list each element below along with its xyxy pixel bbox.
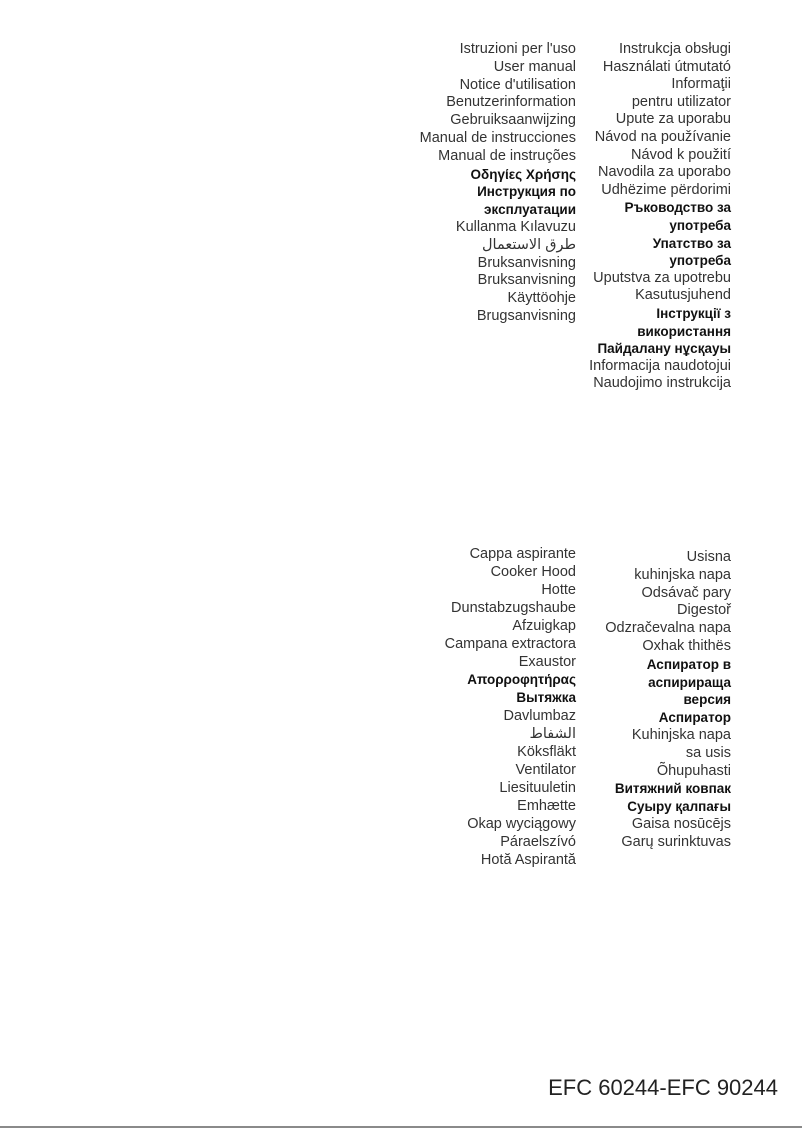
manual-title-line: Informaţii [671,76,731,93]
product-name-line: kuhinjska napa [634,566,731,583]
product-name-line: Afzuigkap [512,618,576,634]
product-name-line: Oxhak thithës [642,637,731,654]
manual-title-line: Naudojimo instrukcija [593,375,731,392]
manual-titles-right-column [589,41,731,393]
manual-title-line: эксплуатации [484,202,576,218]
product-name-line: Köksfläkt [517,744,576,760]
product-name-line: Emhætte [517,798,576,814]
product-names-right-column [605,549,731,852]
product-name-line: Απορροφητήρας [467,672,576,687]
manual-title-line: Kullanma Kılavuzu [455,218,576,235]
manual-title-line: pentru utilizator [631,93,731,110]
manual-title-line: طرق الاستعمال [482,236,576,253]
manual-title-line: Benutzerinformation [446,94,576,111]
product-name-line: Kuhinjska napa [631,726,731,743]
product-name-line: Cooker Hood [490,564,576,580]
product-names-left-column [445,545,576,869]
product-name-line: Витяжний ковпак [614,781,731,797]
manual-title-line: Упатство за [652,235,731,251]
model-number: EFC 60244-EFC 90244 [548,1075,778,1100]
manual-title-line: Istruzioni per l'uso [459,41,576,57]
product-name-line: Liesituuletin [499,780,576,796]
product-name-line: Digestoř [677,602,731,619]
manual-title-line: Kasutusjuhend [635,287,731,304]
manual-title-line: Brugsanvisning [476,307,576,324]
manual-title-line: Manual de instrucciones [419,129,576,146]
manual-title-line: Instrukcja obsługi [618,41,731,57]
manual-title-line: Návod na používanie [594,128,731,145]
manual-title-line: употреба [669,217,731,233]
manual-title-line: Informacija naudotojui [589,357,731,374]
manual-title-line: Notice d'utilisation [459,76,576,93]
manual-title-line: Инструкция по [477,184,576,200]
product-name-line: Õhupuhasti [656,762,731,779]
manual-title-line: Bruksanvisning [477,254,576,271]
product-name-line: версия [683,692,731,708]
product-name-line: sa usis [685,744,731,761]
manual-title-line: Návod k použití [631,146,731,163]
manual-title-line: употреба [669,253,731,269]
product-name-line: Odsávač pary [641,584,731,601]
manual-title-line: Bruksanvisning [477,272,576,289]
manual-title-line: Οδηγίες Χρήσης [470,166,576,182]
manual-title-line: Пайдалану нұсқауы [597,341,731,357]
product-name-line: Аспиратор в [646,656,731,672]
product-name-line: аспирираща [648,674,731,690]
manual-title-line: User manual [493,58,576,75]
manual-title-line: Használati útmutató [602,58,731,75]
product-name-line: Суыру қалпағы [627,799,731,815]
manual-title-line: Upute za uporabu [615,111,731,128]
manual-title-line: Käyttöohje [507,290,576,307]
product-name-line: Odzračevalna napa [605,620,731,637]
product-name-line: Hotte [541,582,576,598]
product-name-line: Hotă Aspirantă [480,852,576,868]
product-name-line: Campana extractora [444,636,576,652]
bottom-divider [0,1126,802,1128]
product-name-line: Okap wyciągowy [467,816,576,832]
manual-title-line: використання [637,323,731,339]
manual-title-line: Інструкції з [656,305,731,321]
product-name-line: Gaisa nosūcējs [631,815,731,832]
manual-title-line: Navodila za uporabo [597,164,731,181]
product-name-line: Аспиратор [658,710,731,726]
product-name-line: Dunstabzugshaube [451,600,576,616]
product-name-line: Garų surinktuvas [621,833,731,850]
product-name-line: Davlumbaz [503,708,576,724]
product-name-line: Вытяжка [516,690,576,705]
product-name-line: Páraelszívó [500,834,576,850]
manual-title-line: Gebruiksaanwijzing [450,112,576,129]
product-name-line: الشفاط [529,726,576,742]
manual-title-line: Udhëzime përdorimi [601,181,731,198]
manual-title-line: Uputstva za upotrebu [593,269,731,286]
manual-title-line: Ръководство за [624,200,731,216]
product-name-line: Cappa aspirante [469,546,576,562]
product-name-line: Exaustor [518,654,576,670]
product-name-line: Ventilator [515,762,576,778]
product-name-line: Usisna [686,549,731,565]
manual-titles-left-column [420,41,576,326]
manual-title-line: Manual de instruções [438,147,576,164]
